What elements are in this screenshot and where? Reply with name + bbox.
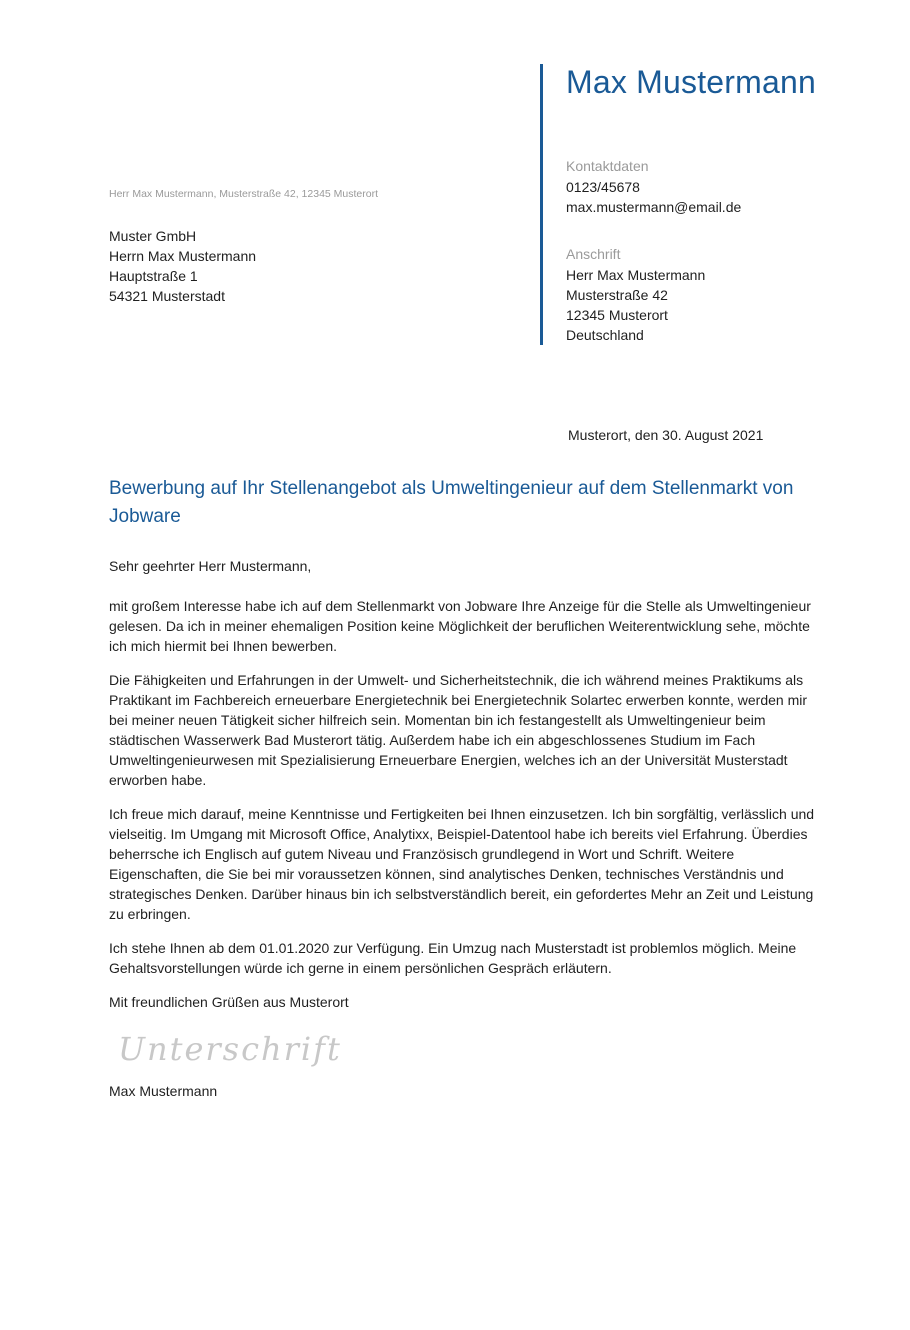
recipient-line: 54321 Musterstadt: [109, 288, 225, 304]
recipient-block: [109, 226, 256, 306]
phone-number: 0123/45678: [566, 179, 640, 195]
header-accent-bar: [540, 64, 543, 345]
sender-name-heading: Max Mustermann: [566, 64, 816, 100]
recipient-line: Herrn Max Mustermann: [109, 248, 257, 264]
contact-block: [566, 177, 741, 217]
contact-label: Kontaktdaten: [566, 158, 649, 174]
email-address: max.mustermann@email.de: [566, 199, 742, 215]
letter-date: Musterort, den 30. August 2021: [568, 427, 764, 443]
address-line: Musterstraße 42: [566, 287, 668, 303]
body-paragraph: Ich stehe Ihnen ab dem 01.01.2020 zur Verfügung. Ein Umzug nach Musterstadt ist problemlos möglich. Meine Gehaltsvorstellungen würde ich gerne in einem persönlichen Gespräch erläutern.: [109, 940, 797, 976]
recipient-line: Hauptstraße 1: [109, 268, 198, 284]
body-paragraph: mit großem Interesse habe ich auf dem Stellenmarkt von Jobware Ihre Anzeige für die Stelle als Umweltingenieur gelesen. Da ich in meiner ehemaligen Position keine Möglichkeit der beruflichen Weiterentwicklung sehe, möchte ich mich hiermit bei Ihnen bewerben.: [109, 598, 811, 654]
address-line: Deutschland: [566, 327, 644, 343]
recipient-line: Muster GmbH: [109, 228, 197, 244]
address-label: Anschrift: [566, 246, 621, 262]
letter-subject: Bewerbung auf Ihr Stellenangebot als Umweltingenieur auf dem Stellenmarkt von Jobware: [109, 478, 794, 527]
salutation: Sehr geehrter Herr Mustermann,: [109, 558, 312, 574]
handwritten-signature: Unterschrift: [118, 1030, 342, 1068]
body-paragraph: Die Fähigkeiten und Erfahrungen in der Umwelt- und Sicherheitstechnik, die ich während meines Praktikums als Praktikant im Fachbereich erneuerbare Energietechnik bei Energietechnik Solartec erwerben konnte, werden mir bei meiner neuen Tätigkeit sicher hilfreich sein. Momentan bin ich festangestellt als Umweltingenieur beim städtischen Wasserwerk Bad Musterort tätig. Außerdem habe ich ein abgeschlossenes Studium im Fach Umweltingenieurwesen mit Spezialisierung Erneuerbare Energien, welches ich an der Universität Musterstadt erworben habe.: [109, 672, 808, 788]
signer-name: Max Mustermann: [109, 1083, 218, 1099]
address-line: Herr Max Mustermann: [566, 267, 706, 283]
closing-phrase: Mit freundlichen Grüßen aus Musterort: [109, 994, 349, 1010]
address-block: [566, 265, 705, 345]
body-paragraph: Ich freue mich darauf, meine Kenntnisse und Fertigkeiten bei Ihnen einzusetzen. Ich bin sorgfältig, verlässlich und vielseitig. Im Umgang mit Microsoft Office, Analytixx, Beispiel-Datentool habe ich bereits viel Erfahrung. Überdies beherrsche ich Englisch auf gutem Niveau und Französisch grundlegend in Wort und Schrift. Weitere Eigenschaften, die Sie bei mir voraussetzen können, sind analytisches Denken, technisches Verständnis und strategisches Denken. Darüber hinaus bin ich selbstverständlich bereit, ein gefordertes Mehr an Zeit und Leistung zu erbringen.: [109, 806, 815, 922]
address-line: 12345 Musterort: [566, 307, 668, 323]
sender-return-line: Herr Max Mustermann, Musterstraße 42, 12345 Musterort: [109, 188, 379, 200]
